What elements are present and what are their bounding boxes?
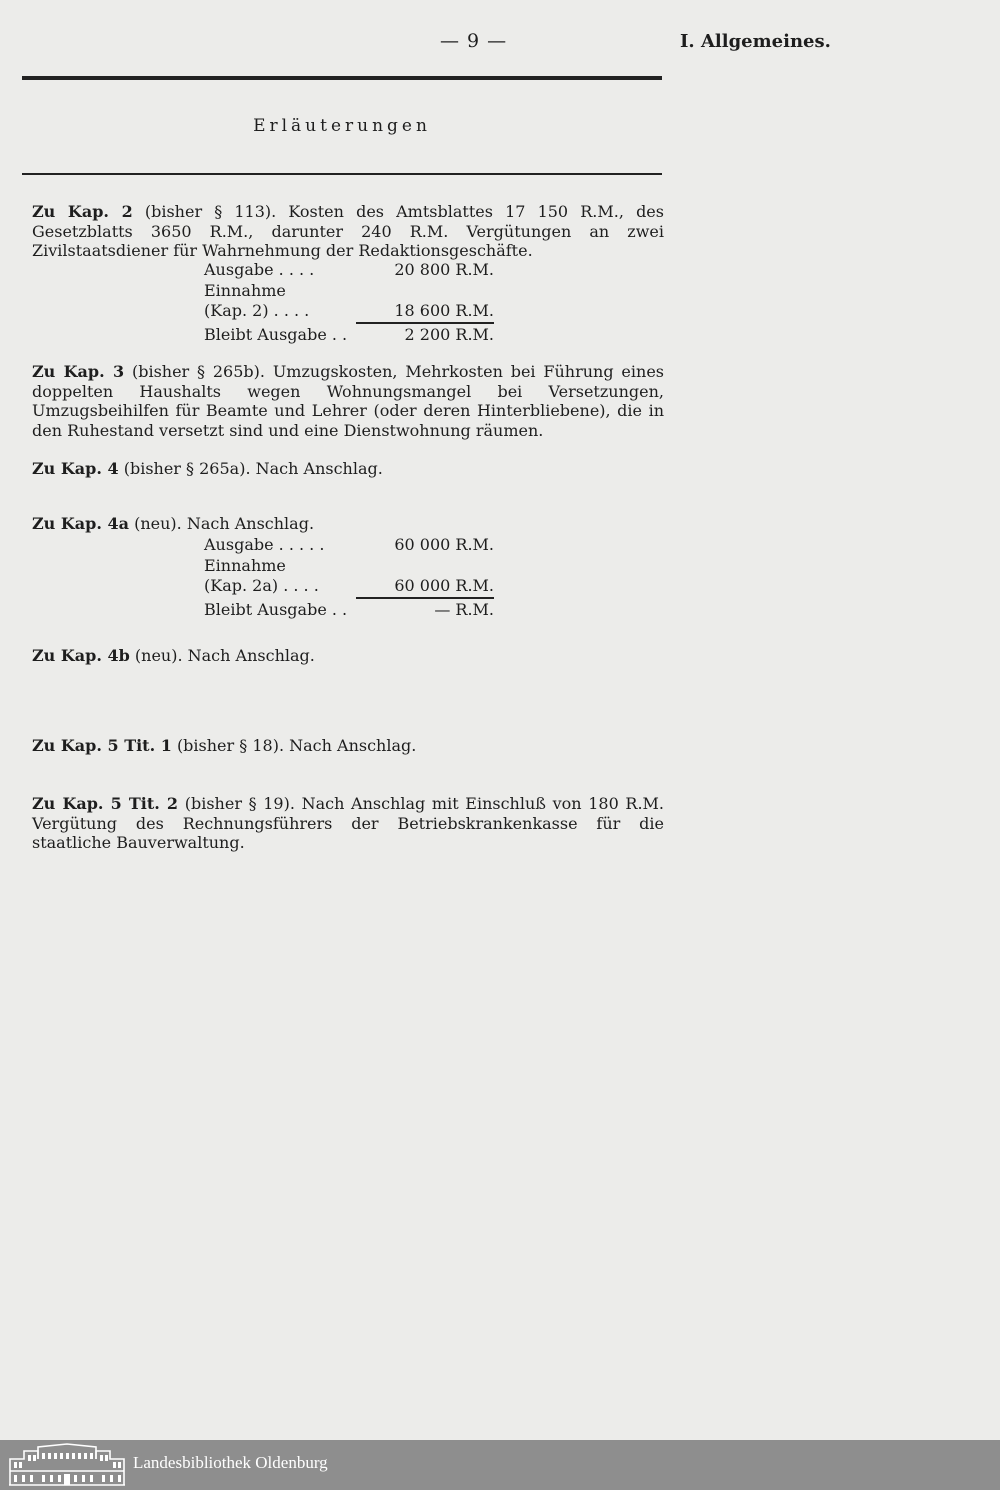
ausgabe-label: Ausgabe . . . . — [204, 260, 315, 279]
ausgabe-value: 20 800 R.M. — [394, 260, 494, 279]
einnahme-kap-label: (Kap. 2a) . . . . — [204, 576, 319, 595]
entry-text: (bisher § 265a). Nach Anschlag. — [123, 459, 383, 478]
entry-ref: Zu Kap. 4b — [32, 646, 130, 665]
page-number: — 9 — — [440, 30, 508, 52]
section-heading: Erläuterungen — [253, 116, 431, 136]
entry-kap-4a — [32, 514, 664, 534]
entry-ref: Zu Kap. 4 — [32, 459, 119, 478]
entry-ref: Zu Kap. 5 Tit. 2 — [32, 794, 179, 813]
bleibt-label: Bleibt Ausgabe . . — [204, 324, 348, 344]
entry-kap-5-tit-1 — [32, 736, 664, 756]
entry-text: (bisher § 19). Nach Anschlag mit Einschluß von 180 R.M. Vergütung des Rechnungsführers der Betriebskrankenkasse für die staatliche Bauverwaltung. — [32, 794, 665, 852]
entry-kap-3 — [32, 362, 664, 440]
ausgabe-label: Ausgabe . . . . . — [204, 535, 325, 554]
einnahme-kap-label: (Kap. 2) . . . . — [204, 301, 310, 320]
entry-text: (bisher § 113). Kosten des Amtsblattes 17 150 R.M., des Gesetzblatts 3650 R.M., darunter 240 R.M. Vergütungen an zwei Zivilstaatsdiener für Wahrnehmung der Redaktionsgeschäfte. — [32, 202, 664, 260]
sum-rule — [356, 322, 494, 324]
entry-kap-5-tit-2 — [32, 794, 664, 853]
entry-kap-4b — [32, 646, 664, 666]
entry-ref: Zu Kap. 3 — [32, 362, 125, 381]
bleibt-value: 2 200 R.M. — [404, 324, 494, 344]
library-footer-bar — [0, 1440, 1000, 1490]
entry-kap-4 — [32, 459, 664, 479]
einnahme-label: Einnahme — [204, 280, 286, 300]
library-building-icon — [8, 1443, 126, 1487]
ausgabe-value: 60 000 R.M. — [394, 535, 494, 554]
library-name: Landesbibliothek Oldenburg — [133, 1453, 328, 1472]
entry-kap-2 — [32, 202, 664, 261]
bleibt-label: Bleibt Ausgabe . . — [204, 599, 348, 619]
einnahme-value: 18 600 R.M. — [394, 301, 494, 320]
entry-ref: Zu Kap. 2 — [32, 202, 133, 221]
entry-text: (neu). Nach Anschlag. — [134, 514, 315, 533]
heading-rule — [22, 173, 662, 175]
bleibt-value: — R.M. — [434, 599, 494, 619]
sum-rule — [356, 597, 494, 599]
entry-text: (bisher § 265b). Umzugskosten, Mehrkosten bei Führung eines doppelten Haushalts wegen Wohnungsmangel bei Versetzungen, Umzugsbeihilfen für Beamte und Lehrer (oder deren Hinterbliebene), die in den Ruhestand versetzt sind und eine Dienstwohnung räumen. — [32, 362, 664, 440]
top-rule — [22, 76, 662, 80]
entry-ref: Zu Kap. 5 Tit. 1 — [32, 736, 172, 755]
einnahme-label: Einnahme — [204, 555, 286, 575]
entry-text: (bisher § 18). Nach Anschlag. — [176, 736, 417, 755]
entry-ref: Zu Kap. 4a — [32, 514, 129, 533]
einnahme-value: 60 000 R.M. — [394, 576, 494, 595]
entry-text: (neu). Nach Anschlag. — [134, 646, 315, 665]
running-head: I. Allgemeines. — [680, 31, 831, 52]
